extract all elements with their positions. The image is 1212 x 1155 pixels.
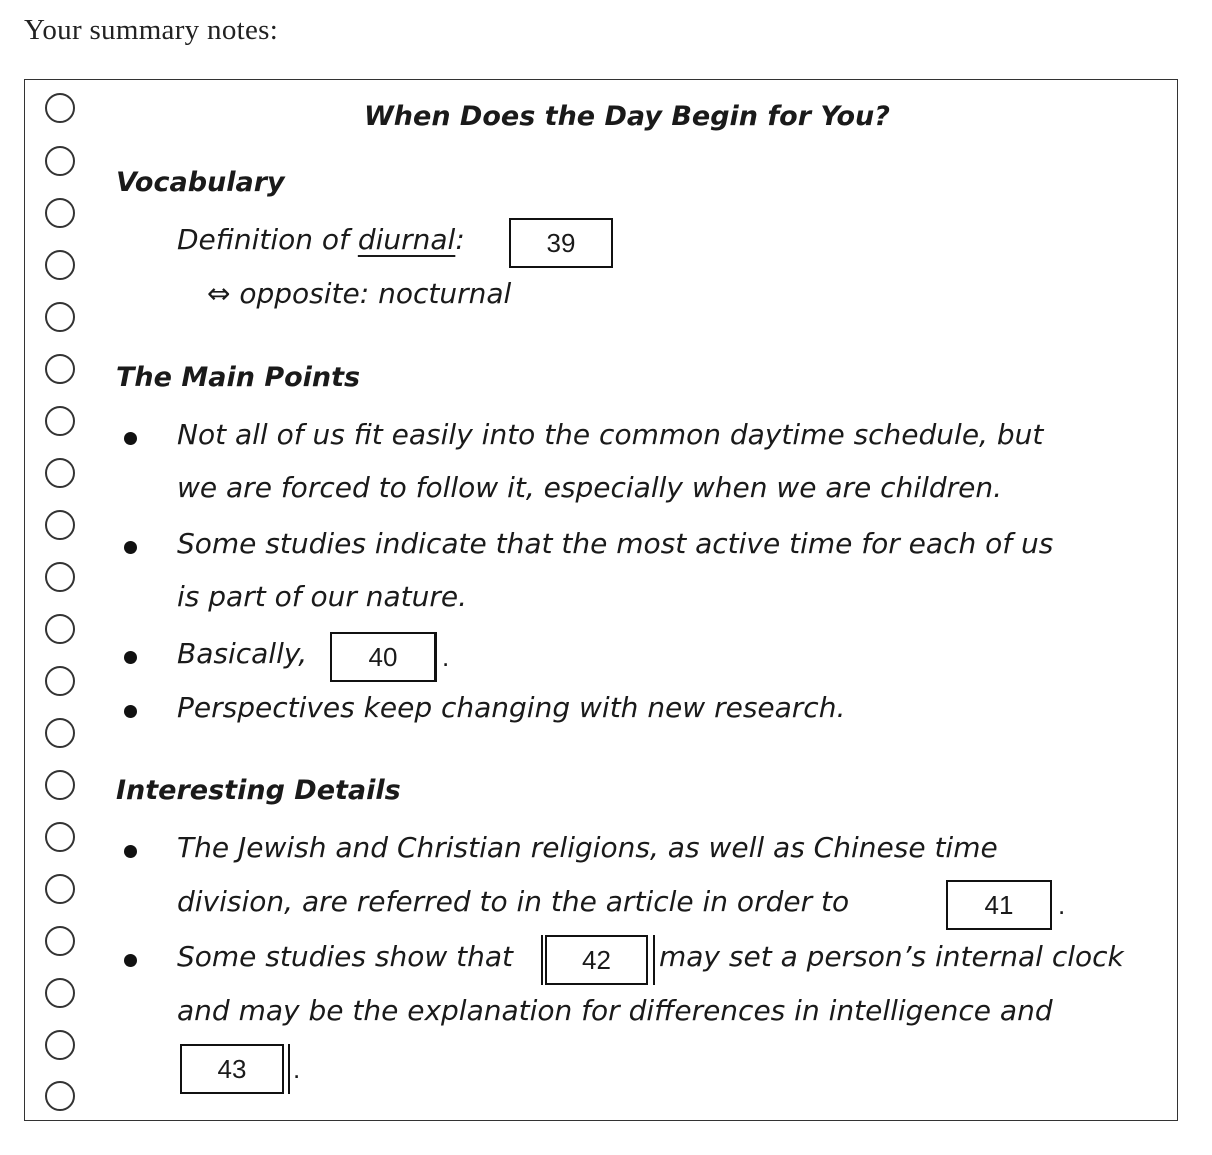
binding-ring-icon (45, 354, 75, 384)
details-heading: Interesting Details (116, 775, 401, 806)
detail-2-period: . (293, 1054, 301, 1084)
opposite-line: ⇔ opposite: nocturnal (207, 277, 512, 310)
blank-end-bar (1050, 880, 1052, 930)
bullet-icon (124, 541, 137, 554)
main-point-2-line-2: is part of our nature. (177, 580, 468, 613)
notes-title: When Does the Day Begin for You? (364, 101, 890, 132)
bullet-icon (124, 651, 137, 664)
detail-1-line-2: division, are referred to in the article in order to (177, 885, 850, 918)
main-point-3-period: . (442, 642, 450, 672)
definition-colon: : (455, 223, 465, 256)
main-point-2-line-1: Some studies indicate that the most active time for each of us (177, 527, 1054, 560)
binding-ring-icon (45, 978, 75, 1008)
bullet-icon (124, 705, 137, 718)
intro-label: Your summary notes: (24, 14, 279, 46)
binding-ring-icon (45, 666, 75, 696)
definition-prefix: Definition of (177, 223, 358, 256)
answer-blank-42[interactable]: 42 (545, 935, 648, 985)
binding-ring-icon (45, 874, 75, 904)
binding-ring-icon (45, 406, 75, 436)
bullet-icon (124, 432, 137, 445)
binding-ring-icon (45, 770, 75, 800)
bullet-icon (124, 954, 137, 967)
binding-ring-icon (45, 1081, 75, 1111)
binding-ring-icon (45, 146, 75, 176)
binding-ring-icon (45, 250, 75, 280)
binding-ring-icon (45, 93, 75, 123)
blank-end-bar (288, 1044, 290, 1094)
main-point-1-line-1: Not all of us fit easily into the common daytime schedule, but (177, 418, 1044, 451)
binding-ring-icon (45, 562, 75, 592)
binding-ring-icon (45, 458, 75, 488)
main-points-heading: The Main Points (116, 362, 361, 393)
binding-ring-icon (45, 926, 75, 956)
main-point-1-line-2: we are forced to follow it, especially when we are children. (177, 471, 1003, 504)
blank-start-bar (541, 935, 543, 985)
detail-2-line-2: and may be the explanation for differences in intelligence and (177, 994, 1053, 1027)
answer-blank-43[interactable]: 43 (180, 1044, 284, 1094)
blank-end-bar (653, 935, 655, 985)
answer-blank-41[interactable]: 41 (946, 880, 1052, 930)
binding-ring-icon (45, 1030, 75, 1060)
term-diurnal: diurnal (357, 223, 456, 256)
binding-ring-icon (45, 822, 75, 852)
main-point-4: Perspectives keep changing with new research. (177, 691, 846, 724)
binding-ring-icon (45, 198, 75, 228)
detail-1-period: . (1058, 890, 1066, 920)
detail-2-suffix: may set a person’s internal clock (659, 940, 1124, 973)
answer-blank-40[interactable]: 40 (330, 632, 436, 682)
blank-end-bar (435, 632, 437, 682)
binding-ring-icon (45, 302, 75, 332)
bullet-icon (124, 845, 137, 858)
binding-ring-icon (45, 614, 75, 644)
detail-1-line-1: The Jewish and Christian religions, as well as Chinese time (177, 831, 998, 864)
detail-2-prefix: Some studies show that (177, 940, 514, 973)
definition-line (177, 223, 465, 256)
binding-ring-icon (45, 718, 75, 748)
vocabulary-heading: Vocabulary (116, 167, 285, 198)
answer-blank-39[interactable]: 39 (509, 218, 613, 268)
main-point-3-prefix: Basically, (177, 637, 308, 670)
binding-ring-icon (45, 510, 75, 540)
